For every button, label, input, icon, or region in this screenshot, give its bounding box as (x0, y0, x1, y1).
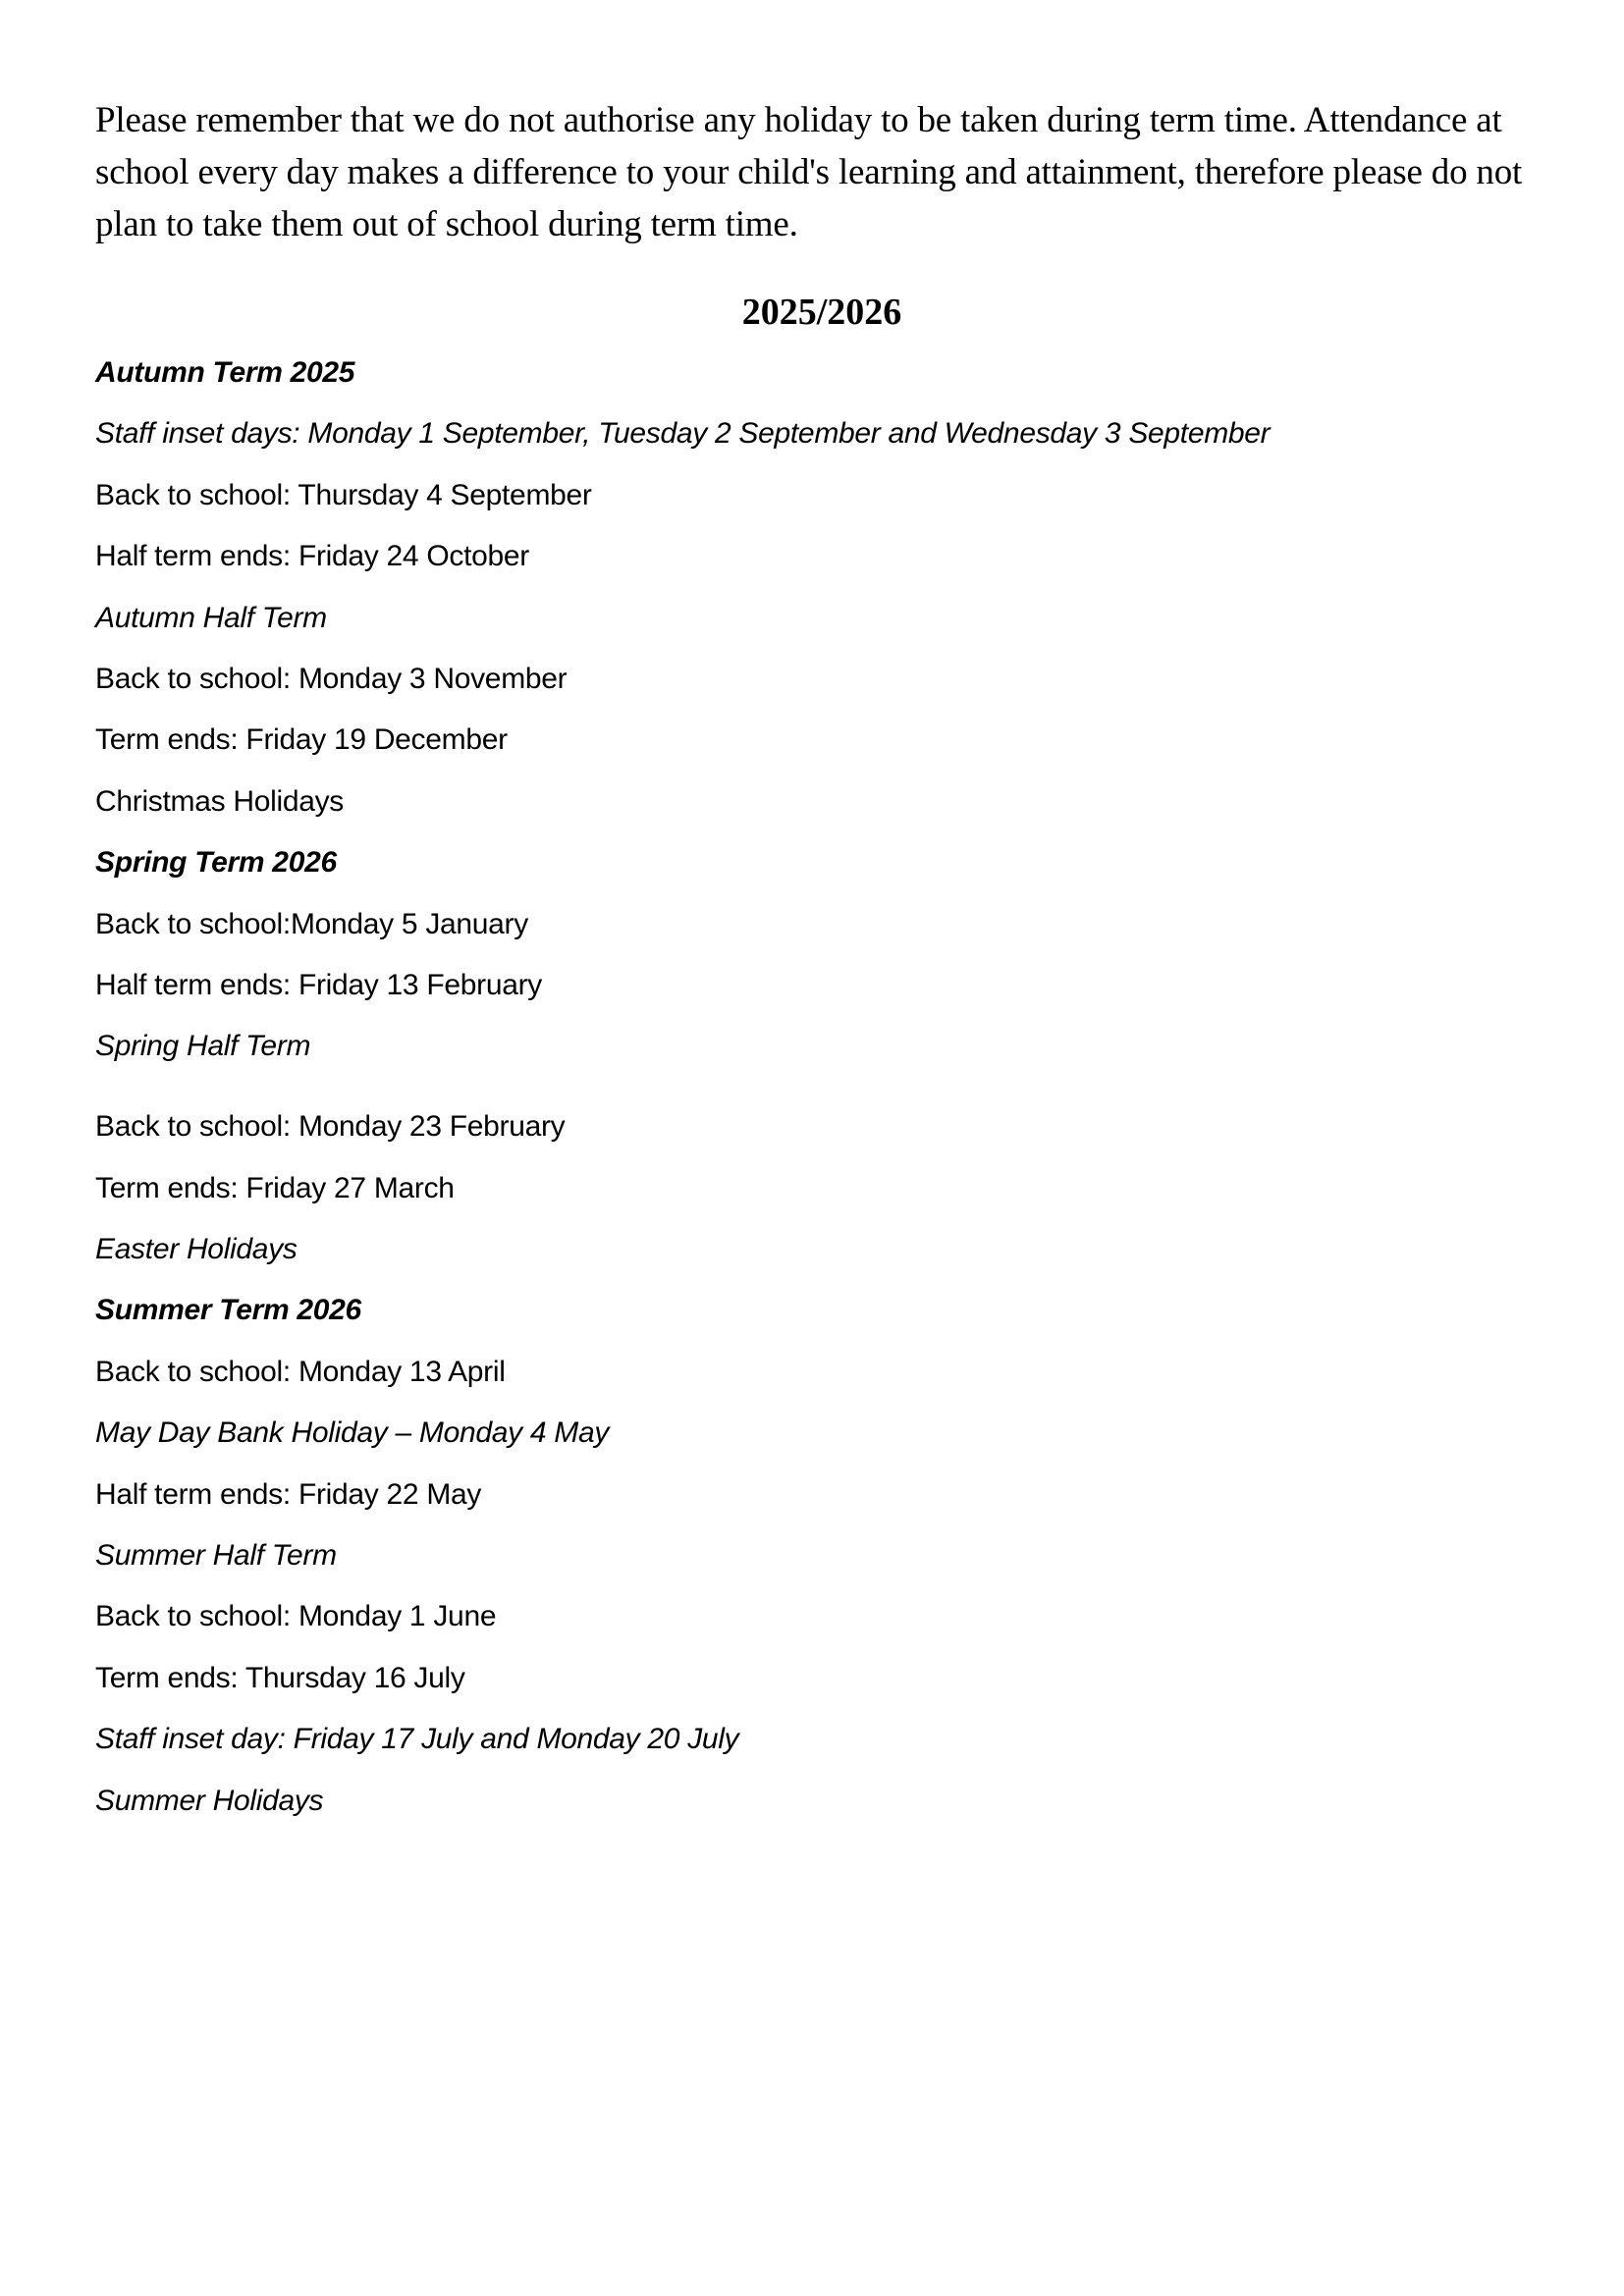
staff-inset-days-summer: Staff inset day: Friday 17 July and Monday 20 July (95, 1723, 739, 1756)
may-day-bank-holiday: May Day Bank Holiday – Monday 4 May (95, 1416, 610, 1450)
back-to-school-summer: Back to school: Monday 13 April (95, 1355, 506, 1388)
term-ends-spring: Term ends: Friday 27 March (95, 1171, 455, 1204)
term-ends-autumn: Term ends: Friday 19 December (95, 723, 508, 757)
back-to-school-november: Back to school: Monday 3 November (95, 662, 568, 695)
half-term-ends-summer: Half term ends: Friday 22 May (95, 1477, 482, 1511)
term-heading-summer: Summer Term 2026 (95, 1294, 361, 1327)
term-heading-spring: Spring Term 2026 (95, 846, 337, 880)
back-to-school-autumn: Back to school: Thursday 4 September (95, 478, 592, 511)
half-term-ends-spring: Half term ends: Friday 13 February (95, 968, 542, 1001)
easter-holidays: Easter Holidays (95, 1233, 298, 1266)
summer-half-term: Summer Half Term (95, 1539, 337, 1573)
christmas-holidays: Christmas Holidays (95, 784, 344, 818)
summer-holidays: Summer Holidays (95, 1784, 324, 1817)
back-to-school-spring: Back to school:Monday 5 January (95, 907, 528, 940)
term-ends-summer: Term ends: Thursday 16 July (95, 1661, 465, 1694)
back-to-school-june: Back to school: Monday 1 June (95, 1600, 497, 1633)
attendance-notice-paragraph: Please remember that we do not authorise any holiday to be taken during term time. Attendance at school every day makes a difference to your child's learning and attainment, therefore please do not plan to take them out of school during term time. (95, 100, 1523, 244)
back-to-school-february: Back to school: Monday 23 February (95, 1110, 566, 1144)
half-term-ends-autumn: Half term ends: Friday 24 October (95, 540, 529, 573)
academic-year-heading: 2025/2026 (741, 292, 902, 333)
spring-half-term: Spring Half Term (95, 1030, 311, 1063)
term-dates-list (95, 351, 1270, 1841)
term-heading-autumn: Autumn Term 2025 (95, 356, 355, 389)
autumn-half-term: Autumn Half Term (95, 601, 327, 634)
staff-inset-days-autumn: Staff inset days: Monday 1 September, Tuesday 2 September and Wednesday 3 September (95, 417, 1271, 451)
